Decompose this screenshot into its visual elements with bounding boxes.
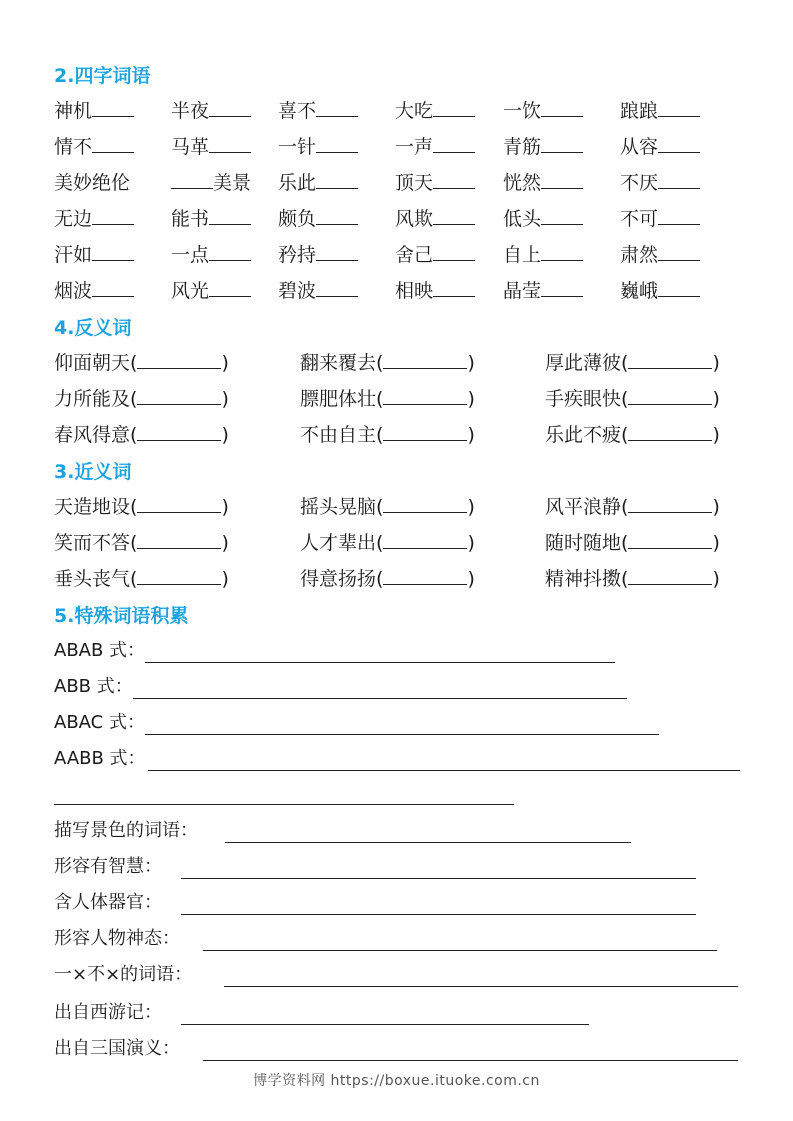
word-text: 仰面朝天 (54, 352, 131, 374)
word-text: 美景 (213, 172, 252, 194)
answer-line[interactable] (133, 698, 627, 699)
close-paren: ) (712, 388, 720, 410)
answer-blank[interactable] (316, 206, 358, 225)
answer-blank[interactable] (658, 134, 700, 153)
four-char-row (0, 205, 793, 241)
antonym-item (300, 420, 475, 448)
word-text: 垂头丧气 (54, 568, 131, 590)
four-char-item (171, 241, 251, 269)
close-paren: ) (712, 532, 720, 554)
answer-blank[interactable] (541, 98, 583, 117)
section-title-antonyms: 4.反义词 (54, 317, 132, 339)
word-text: 风欺 (395, 208, 434, 230)
answer-line[interactable] (181, 914, 696, 915)
word-text: 肃然 (620, 244, 659, 266)
word-text: 得意扬扬 (300, 568, 377, 590)
four-char-item (54, 97, 134, 125)
answer-blank[interactable] (383, 528, 467, 549)
word-text: 厚此薄彼 (545, 352, 622, 374)
word-text: 膘肥体壮 (300, 388, 377, 410)
word-text: 春风得意 (54, 424, 131, 446)
word-text: 乐此不疲 (545, 424, 622, 446)
answer-blank[interactable] (383, 348, 467, 369)
four-char-row (0, 169, 793, 205)
four-char-item (620, 205, 700, 233)
word-text: 力所能及 (54, 388, 131, 410)
four-char-item (54, 133, 134, 161)
answer-blank[interactable] (433, 170, 475, 189)
four-char-item (54, 169, 130, 197)
answer-blank[interactable] (433, 134, 475, 153)
word-text: 神机 (54, 100, 93, 122)
word-text: 大吃 (395, 100, 434, 122)
four-char-item (278, 241, 358, 269)
four-char-item (278, 97, 358, 125)
open-paren: ( (621, 388, 629, 410)
word-text: 翻来覆去 (300, 352, 377, 374)
four-char-item (171, 169, 251, 197)
section-title-four-char: 2.四字词语 (54, 65, 151, 87)
fill-label: ABB 式： (54, 676, 133, 697)
open-paren: ( (621, 424, 629, 446)
four-char-item (395, 133, 475, 161)
four-char-item (54, 241, 134, 269)
synonym-item (545, 492, 720, 520)
answer-blank[interactable] (209, 134, 251, 153)
answer-blank[interactable] (209, 206, 251, 225)
word-text: 不可 (620, 208, 659, 230)
answer-blank[interactable] (628, 492, 712, 513)
four-char-item (503, 97, 583, 125)
four-char-item (620, 169, 700, 197)
answer-blank[interactable] (628, 348, 712, 369)
open-paren: ( (130, 352, 138, 374)
answer-blank[interactable] (433, 278, 475, 297)
answer-blank[interactable] (92, 206, 134, 225)
close-paren: ) (712, 424, 720, 446)
answer-line[interactable] (225, 842, 631, 843)
word-text: 一饮 (503, 100, 542, 122)
answer-blank[interactable] (541, 134, 583, 153)
antonym-item (54, 384, 229, 412)
four-char-item (278, 205, 358, 233)
close-paren: ) (712, 352, 720, 374)
answer-blank[interactable] (658, 278, 700, 297)
answer-blank[interactable] (92, 98, 134, 117)
word-text: 人才辈出 (300, 532, 377, 554)
four-char-row (0, 97, 793, 133)
open-paren: ( (621, 352, 629, 374)
close-paren: ) (467, 532, 475, 554)
word-text: 无边 (54, 208, 93, 230)
answer-blank[interactable] (316, 278, 358, 297)
word-text: 风光 (171, 280, 210, 302)
synonym-item (545, 564, 720, 592)
four-char-item (278, 133, 358, 161)
word-text: 相映 (395, 280, 434, 302)
fill-row-aabb-continued (54, 780, 516, 810)
answer-line[interactable] (54, 804, 514, 805)
word-text: 顶天 (395, 172, 434, 194)
four-char-item (395, 97, 475, 125)
antonym-item (545, 384, 720, 412)
open-paren: ( (130, 424, 138, 446)
antonym-item (54, 348, 229, 376)
word-text: 天造地设 (54, 496, 131, 518)
answer-blank[interactable] (137, 492, 221, 513)
close-paren: ) (467, 496, 475, 518)
open-paren: ( (376, 496, 384, 518)
answer-blank[interactable] (541, 170, 583, 189)
fill-label: 形容人物神态： (54, 928, 180, 949)
answer-blank[interactable] (209, 278, 251, 297)
fill-label: 出自西游记： (54, 1002, 162, 1023)
answer-line[interactable] (181, 1024, 589, 1025)
fill-row-abb (54, 674, 628, 704)
answer-blank[interactable] (541, 242, 583, 261)
synonym-item (300, 492, 475, 520)
answer-blank[interactable] (316, 242, 358, 261)
answer-blank[interactable] (658, 98, 700, 117)
open-paren: ( (376, 532, 384, 554)
answer-blank[interactable] (433, 206, 475, 225)
answer-line[interactable] (181, 878, 696, 879)
close-paren: ) (467, 568, 475, 590)
answer-line[interactable] (145, 734, 659, 735)
answer-blank[interactable] (92, 242, 134, 261)
fill-label: 描写景色的词语： (54, 820, 198, 841)
close-paren: ) (221, 388, 229, 410)
fill-label: 一×不×的词语： (54, 964, 193, 985)
answer-blank[interactable] (137, 348, 221, 369)
answer-blank[interactable] (171, 170, 213, 189)
antonym-row (0, 420, 793, 456)
synonym-item (54, 492, 229, 520)
fill-row-abac (54, 710, 660, 740)
close-paren: ) (467, 352, 475, 374)
answer-blank[interactable] (383, 420, 467, 441)
answer-blank[interactable] (137, 564, 221, 585)
word-text: 恍然 (503, 172, 542, 194)
answer-line[interactable] (203, 1060, 738, 1061)
answer-blank[interactable] (137, 528, 221, 549)
word-text: 半夜 (171, 100, 210, 122)
synonym-item (54, 528, 229, 556)
close-paren: ) (221, 424, 229, 446)
fill-row-scenery (54, 818, 634, 848)
four-char-item (620, 97, 700, 125)
word-text: 汗如 (54, 244, 93, 266)
answer-blank[interactable] (658, 242, 700, 261)
synonym-row (0, 492, 793, 528)
answer-line[interactable] (148, 770, 740, 771)
word-text: 自上 (503, 244, 542, 266)
close-paren: ) (712, 568, 720, 590)
word-text: 晶莹 (503, 280, 542, 302)
answer-blank[interactable] (433, 98, 475, 117)
four-char-item (503, 241, 583, 269)
answer-blank[interactable] (628, 420, 712, 441)
four-char-item (503, 169, 583, 197)
word-text: 摇头晃脑 (300, 496, 377, 518)
fill-row-three-kingdoms (54, 1036, 740, 1066)
word-text: 不厌 (620, 172, 659, 194)
word-text: 情不 (54, 136, 93, 158)
fill-row-aabb (54, 746, 741, 776)
antonym-item (300, 348, 475, 376)
four-char-item (171, 277, 251, 305)
four-char-item (278, 169, 358, 197)
antonym-item (300, 384, 475, 412)
four-char-item (54, 277, 134, 305)
word-text: 美妙绝伦 (54, 172, 131, 194)
close-paren: ) (712, 496, 720, 518)
word-text: 舍己 (395, 244, 434, 266)
answer-blank[interactable] (541, 278, 583, 297)
open-paren: ( (376, 352, 384, 374)
word-text: 喜不 (278, 100, 317, 122)
open-paren: ( (376, 388, 384, 410)
answer-blank[interactable] (209, 242, 251, 261)
four-char-item (503, 277, 583, 305)
word-text: 乐此 (278, 172, 317, 194)
fill-label: AABB 式： (54, 748, 146, 769)
answer-line[interactable] (224, 986, 738, 987)
word-text: 风平浪静 (545, 496, 622, 518)
four-char-item (620, 133, 700, 161)
answer-line[interactable] (203, 950, 717, 951)
answer-blank[interactable] (92, 278, 134, 297)
four-char-item (395, 169, 475, 197)
answer-blank[interactable] (316, 134, 358, 153)
close-paren: ) (221, 532, 229, 554)
fill-label: 形容有智慧： (54, 856, 162, 877)
answer-blank[interactable] (209, 98, 251, 117)
fill-row-body-parts (54, 890, 698, 920)
word-text: 一点 (171, 244, 210, 266)
four-char-item (395, 277, 475, 305)
word-text: 笑而不答 (54, 532, 131, 554)
answer-blank[interactable] (316, 98, 358, 117)
answer-blank[interactable] (137, 384, 221, 405)
close-paren: ) (467, 388, 475, 410)
word-text: 马革 (171, 136, 210, 158)
open-paren: ( (376, 424, 384, 446)
four-char-item (171, 205, 251, 233)
synonym-item (300, 564, 475, 592)
word-text: 精神抖擞 (545, 568, 622, 590)
four-char-item (54, 205, 134, 233)
fill-row-wisdom (54, 854, 698, 884)
four-char-item (171, 97, 251, 125)
antonym-item (545, 348, 720, 376)
word-text: 能书 (171, 208, 210, 230)
antonym-row (0, 384, 793, 420)
close-paren: ) (221, 352, 229, 374)
section-title-special: 5.特殊词语积累 (54, 605, 189, 627)
four-char-item (171, 133, 251, 161)
four-char-item (503, 205, 583, 233)
fill-row-yi-bu (54, 962, 740, 992)
word-text: 青筋 (503, 136, 542, 158)
answer-blank[interactable] (658, 170, 700, 189)
word-text: 碧波 (278, 280, 317, 302)
word-text: 低头 (503, 208, 542, 230)
open-paren: ( (130, 532, 138, 554)
four-char-item (395, 205, 475, 233)
close-paren: ) (467, 424, 475, 446)
four-char-item (503, 133, 583, 161)
four-char-item (620, 241, 700, 269)
word-text: 一针 (278, 136, 317, 158)
synonym-item (300, 528, 475, 556)
answer-blank[interactable] (383, 564, 467, 585)
answer-blank[interactable] (628, 528, 712, 549)
answer-blank[interactable] (628, 564, 712, 585)
answer-line[interactable] (145, 662, 615, 663)
open-paren: ( (130, 496, 138, 518)
word-text: 颇负 (278, 208, 317, 230)
answer-blank[interactable] (433, 242, 475, 261)
synonym-row (0, 564, 793, 600)
answer-blank[interactable] (383, 492, 467, 513)
word-text: 手疾眼快 (545, 388, 622, 410)
four-char-row (0, 241, 793, 277)
synonym-item (545, 528, 720, 556)
antonym-item (545, 420, 720, 448)
synonym-item (54, 564, 229, 592)
four-char-row (0, 133, 793, 169)
word-text: 踉踉 (620, 100, 659, 122)
four-char-item (395, 241, 475, 269)
four-char-row (0, 277, 793, 313)
open-paren: ( (621, 568, 629, 590)
open-paren: ( (130, 568, 138, 590)
word-text: 随时随地 (545, 532, 622, 554)
word-text: 从容 (620, 136, 659, 158)
open-paren: ( (130, 388, 138, 410)
open-paren: ( (621, 496, 629, 518)
fill-label: ABAC 式： (54, 712, 145, 733)
close-paren: ) (221, 568, 229, 590)
antonym-row (0, 348, 793, 384)
open-paren: ( (621, 532, 629, 554)
word-text: 不由自主 (300, 424, 377, 446)
fill-label: 出自三国演义： (54, 1038, 180, 1059)
answer-blank[interactable] (628, 384, 712, 405)
antonym-item (54, 420, 229, 448)
synonym-row (0, 528, 793, 564)
answer-blank[interactable] (316, 170, 358, 189)
answer-blank[interactable] (383, 384, 467, 405)
open-paren: ( (376, 568, 384, 590)
word-text: 矜持 (278, 244, 317, 266)
fill-row-abab (54, 638, 616, 668)
word-text: 烟波 (54, 280, 93, 302)
four-char-item (278, 277, 358, 305)
fill-row-journey-west (54, 1000, 591, 1030)
close-paren: ) (221, 496, 229, 518)
fill-row-expression (54, 926, 719, 956)
section-title-synonyms: 3.近义词 (54, 461, 132, 483)
word-text: 一声 (395, 136, 434, 158)
four-char-item (620, 277, 700, 305)
fill-label: 含人体器官： (54, 892, 162, 913)
answer-blank[interactable] (658, 206, 700, 225)
footer-source: 博学资料网 https://boxue.ituoke.com.cn (253, 1073, 540, 1089)
answer-blank[interactable] (137, 420, 221, 441)
answer-blank[interactable] (92, 134, 134, 153)
word-text: 巍峨 (620, 280, 659, 302)
answer-blank[interactable] (541, 206, 583, 225)
fill-label: ABAB 式： (54, 640, 146, 661)
